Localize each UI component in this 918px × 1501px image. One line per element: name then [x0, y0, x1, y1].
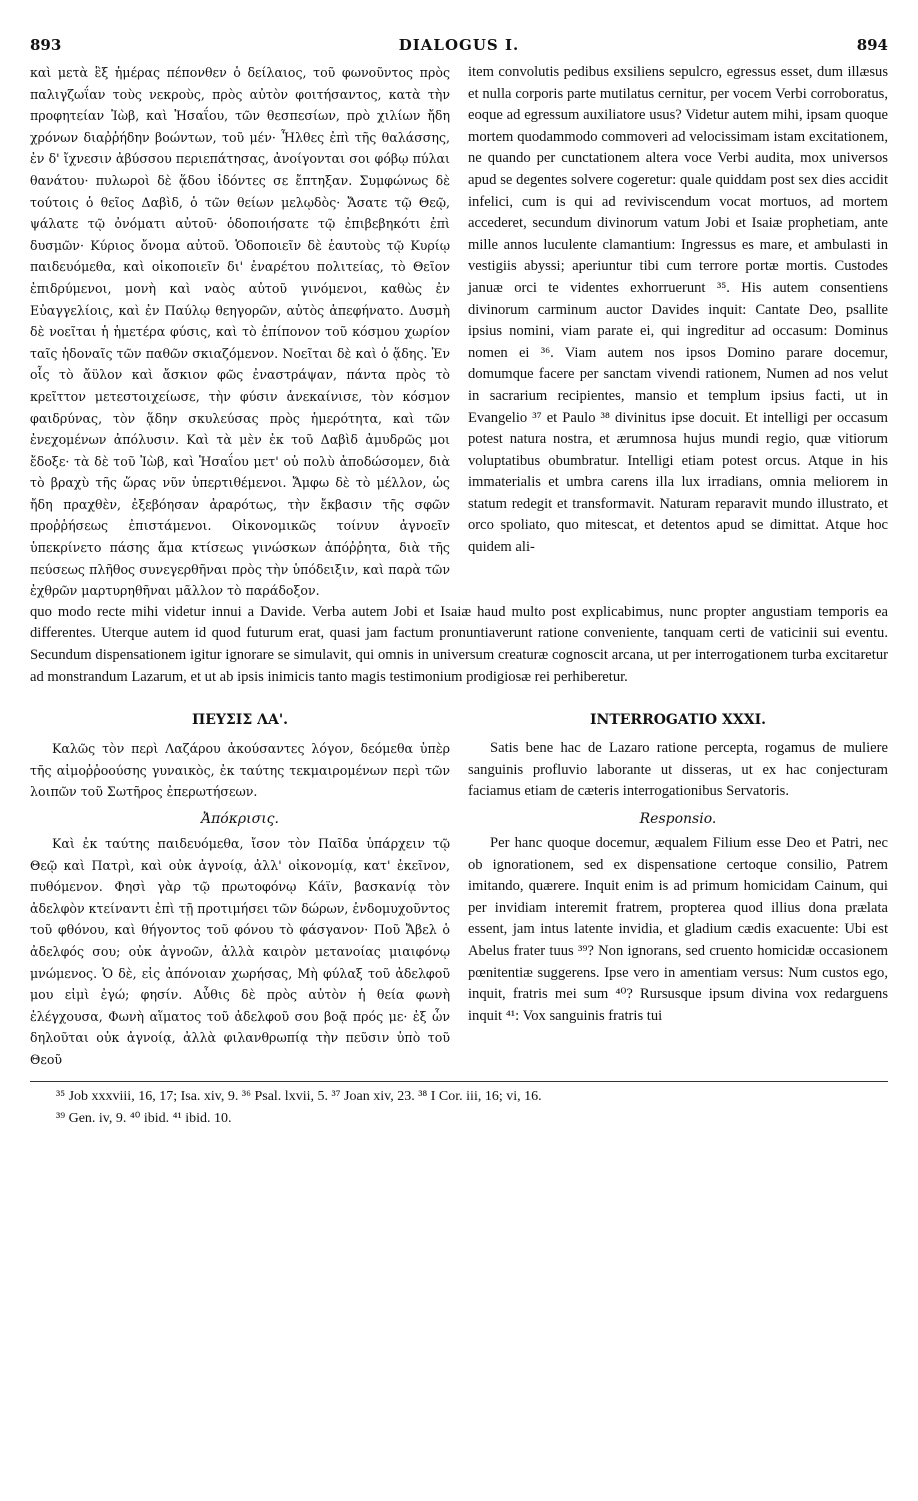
section-columns — [30, 710, 888, 1070]
footnotes — [30, 1086, 888, 1130]
latin-column-section — [468, 710, 888, 1070]
footnote-line-1: ³⁵ Job xxxviii, 16, 17; Isa. xiv, 9. ³⁶ Psal. lxvii, 5. ³⁷ Joan xiv, 23. ³⁸ I Cor. iii, 16; vi, 16. — [56, 1088, 542, 1104]
latin-section-title: INTERROGATIO XXXI. — [590, 712, 766, 729]
greek-column-top — [30, 62, 450, 602]
greek-response-title: Ἀπόκρισις. — [201, 811, 279, 827]
latin-response-title: Responsio. — [639, 811, 717, 827]
greek-response: Καὶ ἐκ ταύτης παιδευόμεθα, ἴσον τὸν Παῖδα ὑπάρχειν τῷ Θεῷ καὶ Πατρὶ, καὶ οὐκ ἀγνοίᾳ, ἀλλ' οἰκονομίᾳ, κατ' ἐκεῖνον, πυθόμενον. Φησὶ γὰρ τῷ πρωτοφόνῳ Κάϊν, βασκανίᾳ τὸν ἀδελφὸν κτείναντι ἐπὶ τῇ προτιμήσει τῶν δώρων, ἐνδομυχοῦντος τοῦ φθόνου, καὶ θήγοντος τοῦ φόνου τὸ φάσγανον· Ποῦ Ἄβελ ὁ ἀδελφός σου; οὐκ ἀγνοῶν, ἀλλὰ καιρὸν μετανοίας μιαιφόνῳ μνώμενος. Ὁ δὲ, εἰς ἀπόνοιαν χωρήσας, Μὴ φύλαξ τοῦ ἀδελφοῦ μου εἰμὶ ἐγώ; φησίν. Αὖθις δὲ πρὸς αὐτὸν ἡ θεία φωνὴ ἐλέγχουσα, Φωνὴ αἵματος τοῦ ἀδελφοῦ σου βοᾷ πρός με· ἐξ ὧν δηλοῦται οὐκ ἀγνοίᾳ, ἀλλὰ φιλανθρωπίᾳ τὴν πεῦσιν ὑπὸ τοῦ Θεοῦ — [30, 836, 450, 1067]
latin-text-spanning: quo modo recte mihi videtur innui a Davide. Verba autem Jobi et Isaiæ haud multo post explicabimus, nunc propter angustiam temporis ea differentes. Uterque autem id quod futurum erat, quasi jam factum pronuntiaverunt ratione conveniente, tanquam certi de vaticinii sui eventu. Secundum dispensationem igitur ignorare se simulavit, qui omnis in universum creaturæ cognoscit arcana, ut per interrogationem turba excitaretur ad monstrandum Lazarum, et ut ab ipsis inimicis tanto magis testimonium prodigiosæ rei perhiberetur. — [30, 603, 888, 685]
latin-response: Per hanc quoque docemur, æqualem Filium esse Deo et Patri, nec ob ignorationem, sed ex dispensatione certoque consilio, Patrem imitando, quærere. Inquit enim is ad primum homicidam Cainum, qui per invidiam interemit fratrem, propterea quod illius dona prælata essent, jam intus latente invidia, et gladium cædis exacuente: Ubi est Abelus frater tuus ³⁹? Non ignorans, sed cruento homicidæ occasionem pœnitentiæ suggerens. Ipse vero in amentiam versus: Num custos ego, inquit, fratris mei sum ⁴⁰? Rursusque ipsum divina vox redarguens inquit ⁴¹: Vox sanguinis fratris tui — [468, 835, 888, 1024]
running-title: DIALOGUS I. — [398, 36, 520, 54]
latin-text-top: item convolutis pedibus exsiliens sepulcro, egressus esset, dum illæsus et nulla corporis parte mutilatus cernitur, per vocem Verbi corroboratus, eoque ad egressum auxiliatore usus? Videtur autem mihi, ipsam quoque mortem quodammodo commoveri ad velocissimam istam excitationem, ne quando per cunctationem altera voce Verbi audita, mox universos apud se degentes solvere cogeretur: quale quiddam post sex dies accidit infelici, cum is qui ad reviviscendum vocat mortuos, ad mortem accederet, secundum divinorum vatum Jobi et Isaiæ prophetiam, ante mille annos luculente clamantium: Ingressus es mare, et ambulasti in vestigiis abyssi; aperiuntur tibi cum terrore portæ mortis. Custodes januæ orci te videntes exhorruerunt ³⁵. His autem consentiens divinorum carminum auctor Davides inquit: Cantate Deo, psallite ipsius nomini, viam parate ei, qui ingreditur ad occasum: Dominus nomen ei ³⁶. Viam autem nos ipsos Domino parare docemur, domumque facere per sanctam vivendi rationem, Numen ad nos velut in sacrarium recipientes, mansio et templum ipsius facti, ut in Evangelio ³⁷ et Paulo ³⁸ divinitus ipse docuit. Et intelligi per occasum potest natura nostra, et ærumnosa hujus mundi regio, quæ vitiorum voluptatibus obumbratur. Intelligi etiam potest orcus. Atque in his immaterialis et umbra carens illa lux irradians, omnia meliorem in statum redegit et transformavit. Naturam reparavit mundo illustrato, et orco spoliato, quo mitescat, et detentos apud se dimittat. Atque hoc quidem ali- — [468, 64, 888, 556]
page-number-right: 894 — [856, 36, 888, 54]
footnote-divider — [30, 1081, 888, 1082]
page-number-left: 893 — [30, 36, 62, 54]
greek-column-section — [30, 710, 450, 1070]
greek-question: Καλῶς τὸν περὶ Λαζάρου ἀκούσαντες λόγον, δεόμεθα ὑπὲρ τῆς αἱμοῤῥοούσης γυναικὸς, ἐκ ταύτης τεκμαιρομένων περὶ τῶν λοιπῶν τοῦ Σωτῆρος ἐπερωτήσεων. — [30, 741, 450, 800]
latin-question: Satis bene hac de Lazaro ratione percepta, rogamus de muliere sanguinis profluvio laborante ut disseras, ut ex hac conjecturam faciamus etiam de cæteris interrogationibus Servatoris. — [468, 740, 888, 800]
top-columns — [30, 62, 888, 602]
greek-text-top: καὶ μετὰ ἓξ ἡμέρας πέπονθεν ὁ δείλαιος, τοῦ φωνοῦντος πρὸς παλιγζωΐαν τοὺς νεκροὺς, πρὸς αὐτὸν φοιτήσαντος, κατὰ τὴν προφητείαν Ἰὼβ, καὶ Ἡσαΐου, τῶν θεσπεσίων, πρὸ χιλίων ἤδη χρόνων διαῤῥήδην βοώντων, τοῦ μέν· Ἦλθες ἐπὶ τῆς θαλάσσης, ἐν δ' ἴχνεσιν ἀβύσσου περιεπάτησας, ἀνοίγονται σοι φόβῳ πύλαι θανάτου· πυλωροὶ δὲ ᾅδου ἰδόντες σε ἔπτηξαν. Συμφώνως δὲ τούτοις ὁ θεῖος Δαβὶδ, ὁ τῶν θείων μελῳδὸς· Ἄσατε τῷ Θεῷ, ψάλατε τῷ ὀνόματι αὐτοῦ· ὁδοποιήσατε τῷ ἐπιβεβηκότι ἐπὶ δυσμῶν· Κύριος ὄνομα αὐτοῦ. Ὁδοποιεῖν δὲ ἑαυτοὺς τῷ Κυρίῳ παιδευόμεθα, καὶ οἰκοποιεῖν δι' ἐναρέτου πολιτείας, τὸ Θεῖον ἐπιδρύμενοι, μονὴ καὶ ναὸς αὐτοῦ γινόμενοι, καθὼς ἐν Εὐαγγελίοις, καὶ ἐν Παύλῳ θεηγορῶν, αὐτὸς ἀπεφήνατο. Δυσμὴ δὲ νοεῖται ἡ ἡμετέρα φύσις, καὶ τὸ ἐπίπονον τοῦ κόσμου χωρίον ταῖς ἡδοναῖς τῶν παθῶν σκιαζόμενον. Νοεῖται δὲ καὶ ὁ ᾅδης. Ἐν οἷς τὸ ἄϋλον καὶ ἄσκιον φῶς ἐναστράψαν, πάντα πρὸς τὸ κρεῖττον μετεστοιχείωσε, τὴν φύσιν ἀνεκαίνισε, τὸν κόσμον φαιδρύνας, τὸν ᾅδην σκυλεύσας πρὸς ἡμερότητα, καὶ τῶν ἐνεχομένων ἀπόλυσιν. Καὶ τὰ μὲν ἐκ τοῦ Δαβὶδ ἀμυδρῶς μοι ἔδοξε· τὰ δὲ τοῦ Ἰὼβ, καὶ Ἡσαΐου μετ' οὐ πολὺ ἀποδώσομεν, διὰ τὸ βραχὺ τῆς ὥρας νῦν ὑπερτιθέμενοι. Ἄμφω δὲ τὸ μέλλον, ὡς ἤδη πραχθὲν, ἐξεβόησαν ἀραρότως, τὴν ἔκβασιν τῆς σφῶν προῤῥήσεως ἐπιστάμενοι. Οἰκονομικῶς τοίνυν ἀγνοεῖν ὑπεκρίνετο πάσης ἅμα κτίσεως γινώσκων ἀπόῤῥητα, διὰ τῆς πεύσεως πλῆθος συνεγερθῆναι πρὸς τὴν ὑπόδειξιν, καὶ παρὰ τῶν ἐχθρῶν μαρτυρηθῆναι μᾶλλον τὸ παράδοξον. — [30, 65, 450, 599]
latin-column-top — [468, 62, 888, 602]
greek-section-title: ΠΕΥΣΙΣ ΛΑ'. — [192, 712, 288, 729]
page-header — [30, 32, 888, 62]
footnote-line-2: ³⁹ Gen. iv, 9. ⁴⁰ ibid. ⁴¹ ibid. 10. — [56, 1110, 232, 1126]
